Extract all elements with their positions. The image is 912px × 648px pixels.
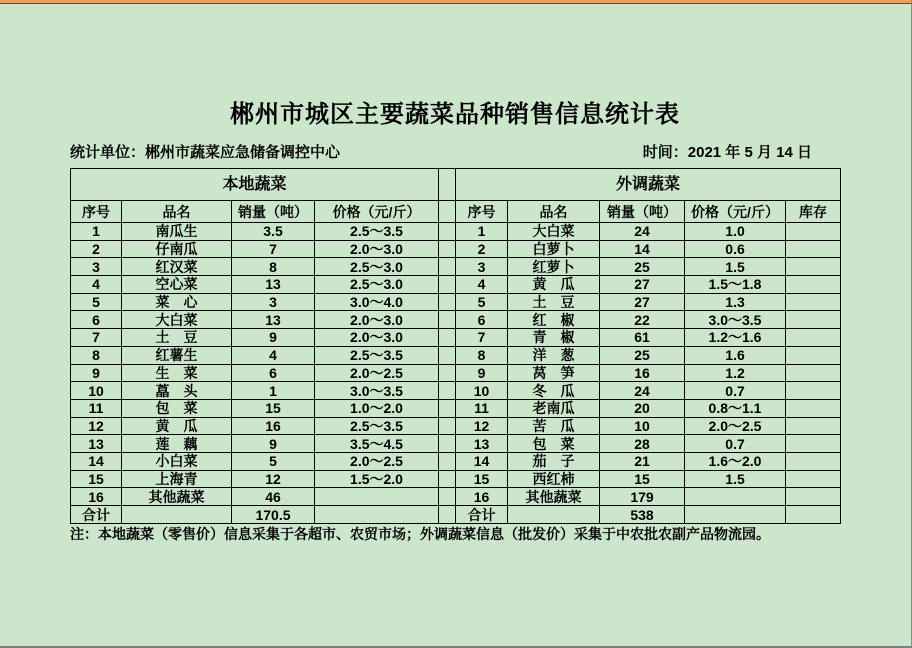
imported-stock-cell [786, 382, 841, 400]
local-seq-cell: 14 [71, 452, 122, 470]
local-price-cell: 2.5～3.5 [315, 346, 439, 364]
imported-name-cell: 茄 子 [508, 452, 600, 470]
spacer-cell [439, 201, 456, 223]
imported-total-label: 合计 [456, 506, 508, 524]
local-sales-cell: 16 [232, 417, 315, 435]
imported-price-cell: 1.2～1.6 [685, 329, 786, 347]
imported-seq-cell: 1 [456, 223, 508, 241]
local-total-name-cell [122, 506, 232, 524]
imported-sales-cell: 25 [600, 258, 685, 276]
local-name-cell: 空心菜 [122, 276, 232, 294]
imported-name-cell: 青 椒 [508, 329, 600, 347]
reporting-unit-label: 统计单位：郴州市蔬菜应急储备调控中心 [70, 144, 341, 161]
imported-seq-cell: 13 [456, 435, 508, 453]
imported-price-cell [685, 488, 786, 506]
footnote: 注：本地蔬菜（零售价）信息采集于各超市、农贸市场；外调蔬菜信息（批发价）采集于中农批农副产品物流园。 [70, 526, 770, 542]
spacer-cell [439, 240, 456, 258]
local-sales-cell: 3.5 [232, 223, 315, 241]
imported-price-cell: 0.7 [685, 435, 786, 453]
local-price-cell: 3.0～4.0 [315, 293, 439, 311]
local-seq-cell: 9 [71, 364, 122, 382]
table-row [71, 364, 841, 382]
local-col-name: 品名 [122, 201, 232, 223]
imported-name-cell: 包 菜 [508, 435, 600, 453]
local-seq-cell: 11 [71, 399, 122, 417]
spacer-cell [439, 258, 456, 276]
table-row [71, 258, 841, 276]
imported-sales-cell: 16 [600, 364, 685, 382]
imported-seq-cell: 3 [456, 258, 508, 276]
imported-stock-cell [786, 346, 841, 364]
imported-name-cell: 白萝卜 [508, 240, 600, 258]
local-price-cell: 2.5～3.0 [315, 258, 439, 276]
imported-seq-cell: 15 [456, 470, 508, 488]
spacer-cell [439, 399, 456, 417]
imported-price-cell: 1.0 [685, 223, 786, 241]
local-seq-cell: 5 [71, 293, 122, 311]
imported-col-stock: 库存 [786, 201, 841, 223]
imported-name-cell: 洋 葱 [508, 346, 600, 364]
local-sales-cell: 13 [232, 276, 315, 294]
local-total-sales: 170.5 [232, 506, 315, 524]
imported-stock-cell [786, 329, 841, 347]
imported-price-cell: 2.0～2.5 [685, 417, 786, 435]
imported-seq-cell: 10 [456, 382, 508, 400]
local-sales-cell: 9 [232, 435, 315, 453]
local-name-cell: 红汉菜 [122, 258, 232, 276]
imported-sales-cell: 27 [600, 293, 685, 311]
local-name-cell: 包 菜 [122, 399, 232, 417]
spacer-cell [439, 382, 456, 400]
imported-stock-cell [786, 276, 841, 294]
local-price-cell: 2.0～3.0 [315, 311, 439, 329]
imported-price-cell: 0.8～1.1 [685, 399, 786, 417]
table-row [71, 417, 841, 435]
imported-sales-cell: 179 [600, 488, 685, 506]
local-col-seq: 序号 [71, 201, 122, 223]
local-seq-cell: 13 [71, 435, 122, 453]
spacer-cell [439, 364, 456, 382]
imported-sales-cell: 14 [600, 240, 685, 258]
imported-stock-cell [786, 452, 841, 470]
local-price-cell [315, 488, 439, 506]
imported-total-price-cell [685, 506, 786, 524]
spacer-cell [439, 223, 456, 241]
table-row [71, 311, 841, 329]
local-seq-cell: 6 [71, 311, 122, 329]
local-price-cell: 3.0～3.5 [315, 382, 439, 400]
spacer-cell [439, 470, 456, 488]
imported-stock-cell [786, 417, 841, 435]
local-col-sales: 销量（吨） [232, 201, 315, 223]
imported-total-stock-cell [786, 506, 841, 524]
imported-name-cell: 其他蔬菜 [508, 488, 600, 506]
imported-name-cell: 大白菜 [508, 223, 600, 241]
imported-stock-cell [786, 399, 841, 417]
imported-sales-cell: 21 [600, 452, 685, 470]
imported-seq-cell: 14 [456, 452, 508, 470]
local-sales-cell: 5 [232, 452, 315, 470]
local-price-cell: 2.5～3.0 [315, 276, 439, 294]
imported-stock-cell [786, 364, 841, 382]
imported-name-cell: 莴 笋 [508, 364, 600, 382]
imported-seq-cell: 6 [456, 311, 508, 329]
local-vegetables-group-header: 本地蔬菜 [71, 169, 439, 201]
table-row [71, 488, 841, 506]
imported-price-cell: 1.3 [685, 293, 786, 311]
local-sales-cell: 4 [232, 346, 315, 364]
imported-seq-cell: 7 [456, 329, 508, 347]
imported-seq-cell: 16 [456, 488, 508, 506]
spacer-cell [439, 488, 456, 506]
imported-stock-cell [786, 470, 841, 488]
imported-price-cell: 1.5 [685, 258, 786, 276]
imported-name-cell: 红萝卜 [508, 258, 600, 276]
imported-price-cell: 1.5 [685, 470, 786, 488]
total-row [71, 506, 841, 524]
local-seq-cell: 15 [71, 470, 122, 488]
local-price-cell: 1.0～2.0 [315, 399, 439, 417]
imported-stock-cell [786, 311, 841, 329]
local-price-cell: 2.0～3.0 [315, 329, 439, 347]
local-name-cell: 红薯生 [122, 346, 232, 364]
spacer-cell [439, 346, 456, 364]
local-name-cell: 仔南瓜 [122, 240, 232, 258]
window-top-edge [0, 0, 911, 4]
spacer-cell [439, 276, 456, 294]
local-sales-cell: 15 [232, 399, 315, 417]
imported-sales-cell: 15 [600, 470, 685, 488]
imported-price-cell: 0.6 [685, 240, 786, 258]
spacer-cell [439, 169, 456, 201]
local-price-cell: 3.5～4.5 [315, 435, 439, 453]
local-name-cell: 大白菜 [122, 311, 232, 329]
table-row [71, 240, 841, 258]
imported-price-cell: 3.0～3.5 [685, 311, 786, 329]
vegetable-sales-table [70, 168, 841, 524]
local-seq-cell: 2 [71, 240, 122, 258]
local-sales-cell: 9 [232, 329, 315, 347]
local-name-cell: 上海青 [122, 470, 232, 488]
local-seq-cell: 10 [71, 382, 122, 400]
imported-seq-cell: 2 [456, 240, 508, 258]
local-name-cell: 莲 藕 [122, 435, 232, 453]
table-row [71, 293, 841, 311]
local-seq-cell: 16 [71, 488, 122, 506]
page-title: 郴州市城区主要蔬菜品种销售信息统计表 [230, 101, 680, 128]
local-sales-cell: 6 [232, 364, 315, 382]
local-seq-cell: 8 [71, 346, 122, 364]
table-row [71, 399, 841, 417]
local-name-cell: 藠 头 [122, 382, 232, 400]
imported-sales-cell: 27 [600, 276, 685, 294]
imported-name-cell: 黄 瓜 [508, 276, 600, 294]
local-price-cell: 2.0～3.0 [315, 240, 439, 258]
spacer-cell [439, 452, 456, 470]
local-price-cell: 2.0～2.5 [315, 452, 439, 470]
local-price-cell: 1.5～2.0 [315, 470, 439, 488]
imported-stock-cell [786, 488, 841, 506]
imported-price-cell: 1.6～2.0 [685, 452, 786, 470]
local-sales-cell: 1 [232, 382, 315, 400]
spacer-cell [439, 417, 456, 435]
imported-col-sales: 销量（吨） [600, 201, 685, 223]
local-price-cell: 2.5～3.5 [315, 223, 439, 241]
table-row [71, 382, 841, 400]
imported-name-cell: 西红柿 [508, 470, 600, 488]
imported-name-cell: 老南瓜 [508, 399, 600, 417]
imported-sales-cell: 28 [600, 435, 685, 453]
local-name-cell: 生 菜 [122, 364, 232, 382]
table-row [71, 452, 841, 470]
local-name-cell: 土 豆 [122, 329, 232, 347]
imported-seq-cell: 12 [456, 417, 508, 435]
local-sales-cell: 8 [232, 258, 315, 276]
table-row [71, 223, 841, 241]
table-row [71, 276, 841, 294]
imported-price-cell: 1.6 [685, 346, 786, 364]
imported-name-cell: 土 豆 [508, 293, 600, 311]
imported-sales-cell: 24 [600, 223, 685, 241]
imported-sales-cell: 22 [600, 311, 685, 329]
local-price-cell: 2.5～3.5 [315, 417, 439, 435]
local-sales-cell: 7 [232, 240, 315, 258]
imported-seq-cell: 8 [456, 346, 508, 364]
imported-name-cell: 红 椒 [508, 311, 600, 329]
imported-name-cell: 苦 瓜 [508, 417, 600, 435]
imported-name-cell: 冬 瓜 [508, 382, 600, 400]
spacer-cell [439, 293, 456, 311]
imported-price-cell: 0.7 [685, 382, 786, 400]
column-header-row [71, 201, 841, 223]
imported-col-price: 价格（元/斤） [685, 201, 786, 223]
group-header-row [71, 169, 841, 201]
local-seq-cell: 3 [71, 258, 122, 276]
local-name-cell: 菜 心 [122, 293, 232, 311]
local-name-cell: 其他蔬菜 [122, 488, 232, 506]
imported-seq-cell: 5 [456, 293, 508, 311]
spacer-cell [439, 329, 456, 347]
imported-seq-cell: 9 [456, 364, 508, 382]
local-sales-cell: 3 [232, 293, 315, 311]
imported-seq-cell: 4 [456, 276, 508, 294]
local-seq-cell: 7 [71, 329, 122, 347]
local-total-price-cell [315, 506, 439, 524]
imported-price-cell: 1.2 [685, 364, 786, 382]
local-sales-cell: 46 [232, 488, 315, 506]
imported-price-cell: 1.5～1.8 [685, 276, 786, 294]
imported-col-seq: 序号 [456, 201, 508, 223]
imported-seq-cell: 11 [456, 399, 508, 417]
imported-vegetables-group-header: 外调蔬菜 [456, 169, 841, 201]
imported-stock-cell [786, 223, 841, 241]
imported-sales-cell: 24 [600, 382, 685, 400]
local-total-label: 合计 [71, 506, 122, 524]
local-name-cell: 黄 瓜 [122, 417, 232, 435]
imported-sales-cell: 61 [600, 329, 685, 347]
local-sales-cell: 12 [232, 470, 315, 488]
local-seq-cell: 12 [71, 417, 122, 435]
local-name-cell: 小白菜 [122, 452, 232, 470]
table-row [71, 346, 841, 364]
imported-sales-cell: 25 [600, 346, 685, 364]
imported-total-name-cell [508, 506, 600, 524]
spacer-cell [439, 506, 456, 524]
local-col-price: 价格（元/斤） [315, 201, 439, 223]
imported-stock-cell [786, 435, 841, 453]
imported-stock-cell [786, 293, 841, 311]
local-seq-cell: 1 [71, 223, 122, 241]
local-name-cell: 南瓜生 [122, 223, 232, 241]
report-meta-line [70, 141, 840, 162]
report-date-label: 时间：2021 年 5 月 14 日 [642, 144, 812, 161]
imported-stock-cell [786, 258, 841, 276]
table-row [71, 435, 841, 453]
local-seq-cell: 4 [71, 276, 122, 294]
spacer-cell [439, 435, 456, 453]
imported-sales-cell: 10 [600, 417, 685, 435]
spacer-cell [439, 311, 456, 329]
imported-total-sales: 538 [600, 506, 685, 524]
table-row [71, 470, 841, 488]
table-row [71, 329, 841, 347]
imported-stock-cell [786, 240, 841, 258]
local-price-cell: 2.0～2.5 [315, 364, 439, 382]
imported-col-name: 品名 [508, 201, 600, 223]
local-sales-cell: 13 [232, 311, 315, 329]
imported-sales-cell: 20 [600, 399, 685, 417]
